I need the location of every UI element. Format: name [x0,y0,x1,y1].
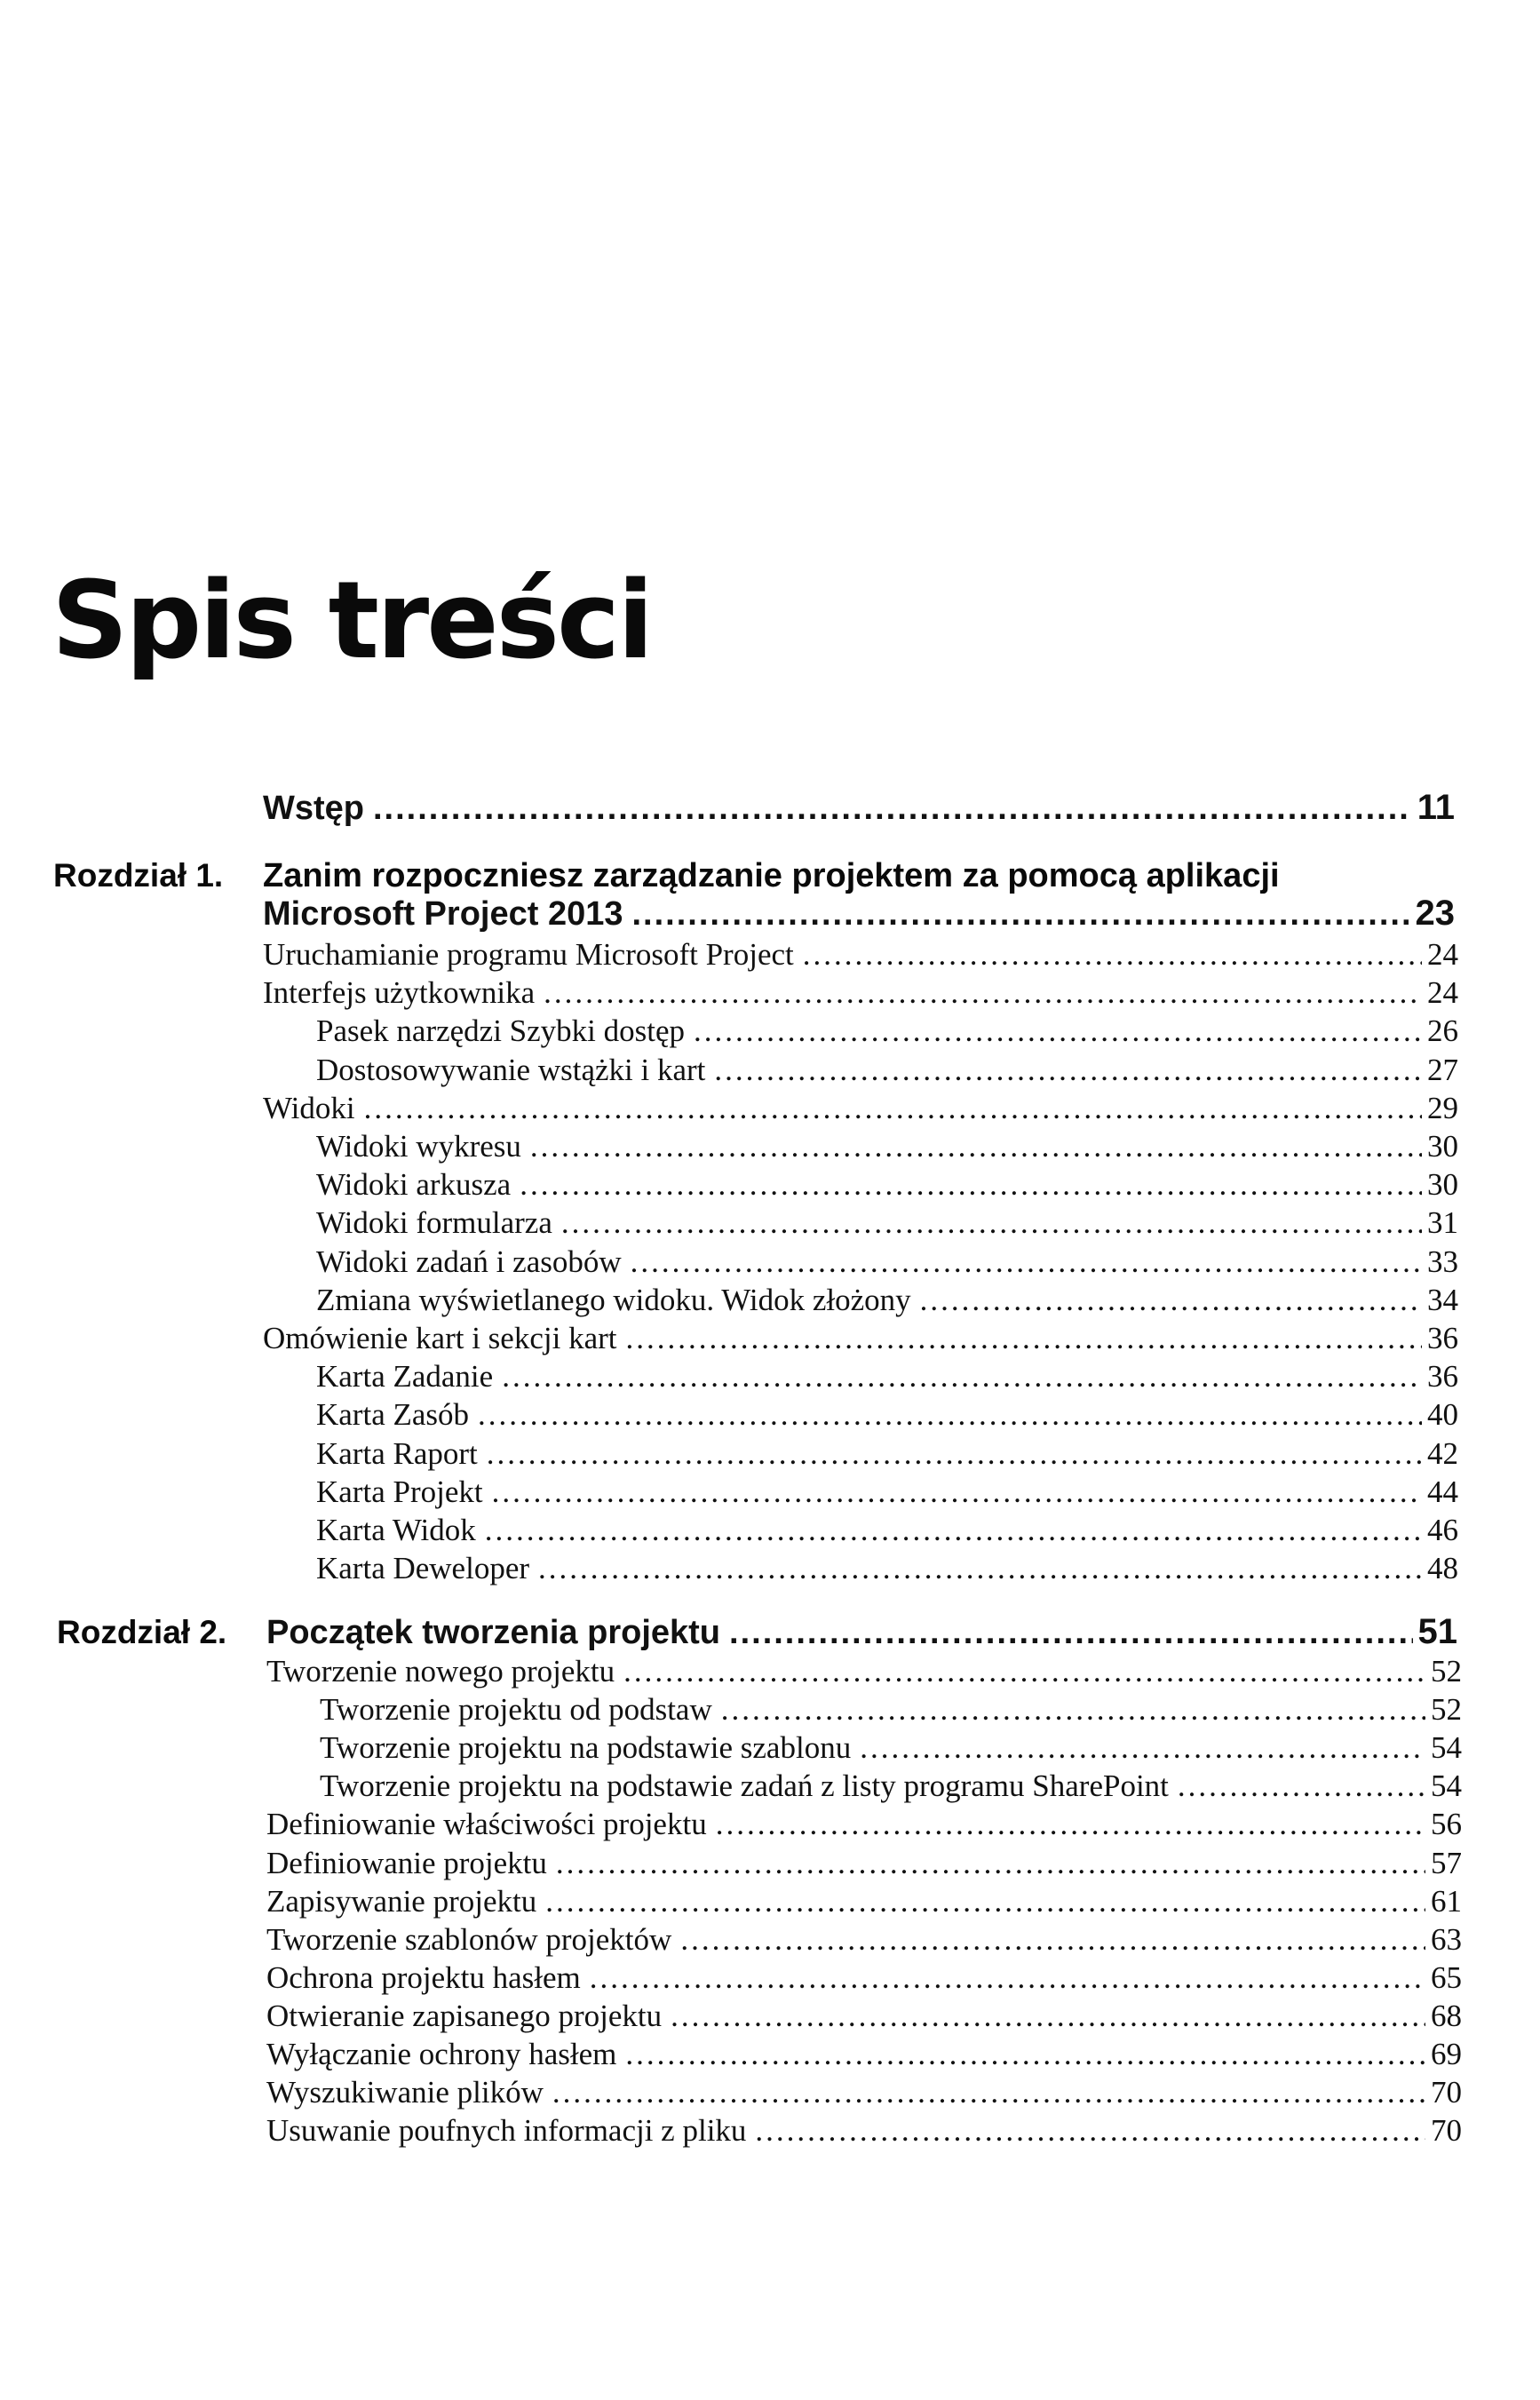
toc-page-number: 56 [1431,1807,1462,1842]
toc-entry-title: Karta Raport [316,1435,478,1471]
toc-entry-title: Widoki [263,1090,355,1125]
dot-leader [721,1692,1425,1728]
toc-entry-title: Omówienie kart i sekcji kart [263,1321,617,1355]
dot-leader [487,1436,1422,1472]
toc-entry-title: Tworzenie szablonów projektów [266,1921,672,1957]
toc-entry[interactable] [316,1167,1458,1204]
toc-page-number: 24 [1427,937,1458,972]
toc-entry-title: Interfejs użytkownika [263,975,536,1011]
toc-entry-title: Zmiana wyświetlanego widoku. Widok złożony [316,1282,911,1317]
chapter-title-line[interactable]: Zanim rozpoczniesz zarządzanie projektem za pomocą aplikacji [263,857,1280,894]
toc-page-number: 63 [1431,1921,1462,1957]
toc-entry[interactable] [316,1474,1458,1512]
toc-entry-title: Ochrona projektu hasłem [266,1959,581,1995]
toc-entry[interactable] [266,1999,1462,2036]
toc-entry-title: Wyszukiwanie plików [266,2075,544,2110]
dot-leader [530,1129,1422,1164]
toc-entry-title: Microsoft Project 2013 [263,895,623,933]
toc-page-number: 52 [1431,1654,1462,1689]
toc-entry[interactable] [316,1244,1458,1282]
toc-page-number: 48 [1427,1551,1458,1586]
toc-entry[interactable] [266,1807,1462,1844]
toc-entry-title: Początek tworzenia projektu [266,1614,721,1651]
toc-entry-title: Wstęp [263,790,364,827]
dot-leader [680,1922,1425,1958]
toc-entry[interactable] [320,1692,1462,1729]
toc-entry-title: Uruchamianie programu Microsoft Project [263,937,794,972]
toc-entry-title: Wyłączanie ochrony hasłem [266,2037,617,2071]
toc-page-number: 51 [1417,1612,1457,1651]
toc-entry[interactable] [320,1730,1462,1768]
toc-entry-title: Definiowanie właściwości projektu [266,1807,707,1842]
toc-page-number: 36 [1427,1321,1458,1355]
toc-page-number: 68 [1431,1998,1462,2033]
toc-entry-title: Karta Projekt [316,1474,483,1509]
toc-entry[interactable] [263,1321,1458,1358]
toc-page-number: 30 [1427,1129,1458,1164]
dot-leader [552,2075,1425,2110]
dot-leader [485,1513,1422,1548]
dot-leader [373,790,1412,828]
dot-leader [625,1321,1422,1356]
dot-leader [556,1846,1425,1881]
dot-leader [860,1730,1425,1766]
toc-entry[interactable] [266,1846,1462,1883]
toc-entry-title: Tworzenie projektu na podstawie szablonu [320,1730,852,1766]
dot-leader [671,1999,1425,2034]
toc-entry[interactable] [316,1013,1458,1051]
dot-leader [544,975,1422,1011]
dot-leader [631,1244,1422,1280]
toc-entry-title: Usuwanie poufnych informacji z pliku [266,2113,747,2149]
toc-entry[interactable] [263,937,1458,974]
toc-page-number: 26 [1427,1013,1458,1049]
toc-page-number: 70 [1431,2075,1462,2110]
toc-page-number: 61 [1431,1883,1462,1919]
dot-leader [538,1551,1422,1586]
toc-entry[interactable] [316,1205,1458,1243]
toc-entry-title: Widoki formularza [316,1205,552,1241]
toc-page-number: 46 [1427,1513,1458,1547]
toc-entry-title: Karta Deweloper [316,1551,530,1586]
toc-page-number: 29 [1427,1090,1458,1125]
toc-page-number: 70 [1431,2113,1462,2149]
toc-entry[interactable] [263,975,1458,1013]
toc-entry[interactable] [266,1922,1462,1959]
page-title: Spis treści [52,560,652,683]
toc-page-number: 44 [1427,1474,1458,1509]
toc-page-number: 52 [1431,1692,1462,1728]
dot-leader [502,1359,1422,1395]
toc-page-number: 30 [1427,1167,1458,1203]
dot-leader [478,1397,1422,1433]
toc-page-number: 23 [1415,894,1455,933]
toc-entry-chapter[interactable] [263,894,1455,934]
toc-entry-title: Tworzenie nowego projektu [266,1654,615,1689]
dot-leader [364,1091,1422,1126]
dot-leader [631,895,1409,934]
toc-page-number: 27 [1427,1052,1458,1087]
toc-entry[interactable] [266,1884,1462,1921]
dot-leader [729,1614,1412,1652]
dot-leader [492,1474,1422,1510]
toc-entry[interactable] [316,1283,1458,1320]
toc-entry[interactable] [266,2037,1462,2074]
toc-entry-title: Tworzenie projektu od podstaw [320,1692,712,1728]
toc-entry[interactable] [266,1654,1462,1691]
toc-entry[interactable] [316,1359,1458,1396]
toc-page-number: 42 [1427,1435,1458,1471]
toc-entry-title: Karta Widok [316,1513,476,1547]
toc-page-number: 33 [1427,1244,1458,1279]
toc-entry[interactable] [316,1551,1458,1588]
toc-page-number: 54 [1431,1768,1462,1804]
toc-entry-title: Tworzenie projektu na podstawie zadań z listy programu SharePoint [320,1768,1169,1804]
dot-leader [625,2037,1425,2072]
toc-page-number: 69 [1431,2037,1462,2071]
toc-entry-intro[interactable] [263,788,1455,829]
dot-leader [545,1884,1425,1919]
dot-leader [590,1960,1425,1996]
toc-page-number: 34 [1427,1282,1458,1317]
toc-page-number: 31 [1427,1205,1458,1241]
toc-entry-title: Widoki arkusza [316,1167,512,1203]
toc-page-number: 40 [1427,1397,1458,1433]
toc-page-number: 36 [1427,1359,1458,1395]
toc-entry-title: Karta Zasób [316,1397,470,1433]
toc-entry[interactable] [266,2075,1462,2112]
dot-leader [803,937,1422,973]
toc-entry[interactable] [316,1436,1458,1474]
toc-page-number: 54 [1431,1730,1462,1766]
toc-page-number: 11 [1417,788,1455,827]
chapter-label: Rozdział 1. [53,857,224,894]
dot-leader [623,1654,1425,1689]
toc-entry-title: Pasek narzędzi Szybki dostęp [316,1013,686,1049]
dot-leader [694,1013,1422,1049]
toc-page-number: 57 [1431,1845,1462,1880]
toc-page-number: 24 [1427,975,1458,1011]
toc-entry-title: Dostosowywanie wstążki i kart [316,1052,706,1087]
toc-entry[interactable] [316,1053,1458,1090]
toc-entry[interactable] [316,1513,1458,1550]
toc-page-number: 65 [1431,1959,1462,1995]
dot-leader [920,1283,1422,1318]
toc-entry-chapter[interactable] [266,1612,1457,1653]
toc-entry-title: Karta Zadanie [316,1359,494,1395]
toc-entry-title: Widoki zadań i zasobów [316,1244,622,1279]
dot-leader [716,1807,1425,1842]
toc-entry[interactable] [266,2113,1462,2150]
dot-leader [755,2113,1425,2149]
toc-entry-title: Definiowanie projektu [266,1845,547,1880]
toc-entry[interactable] [263,1091,1458,1128]
toc-entry-title: Widoki wykresu [316,1129,521,1164]
toc-entry[interactable] [316,1397,1458,1434]
toc-entry[interactable] [320,1768,1462,1806]
dot-leader [520,1167,1422,1203]
toc-entry[interactable] [316,1129,1458,1166]
dot-leader [714,1053,1422,1088]
dot-leader [1178,1768,1425,1804]
toc-entry-title: Zapisywanie projektu [266,1883,537,1919]
dot-leader [561,1205,1422,1241]
toc-entry[interactable] [266,1960,1462,1998]
chapter-label: Rozdział 2. [57,1614,227,1650]
toc-entry-title: Otwieranie zapisanego projektu [266,1998,663,2033]
